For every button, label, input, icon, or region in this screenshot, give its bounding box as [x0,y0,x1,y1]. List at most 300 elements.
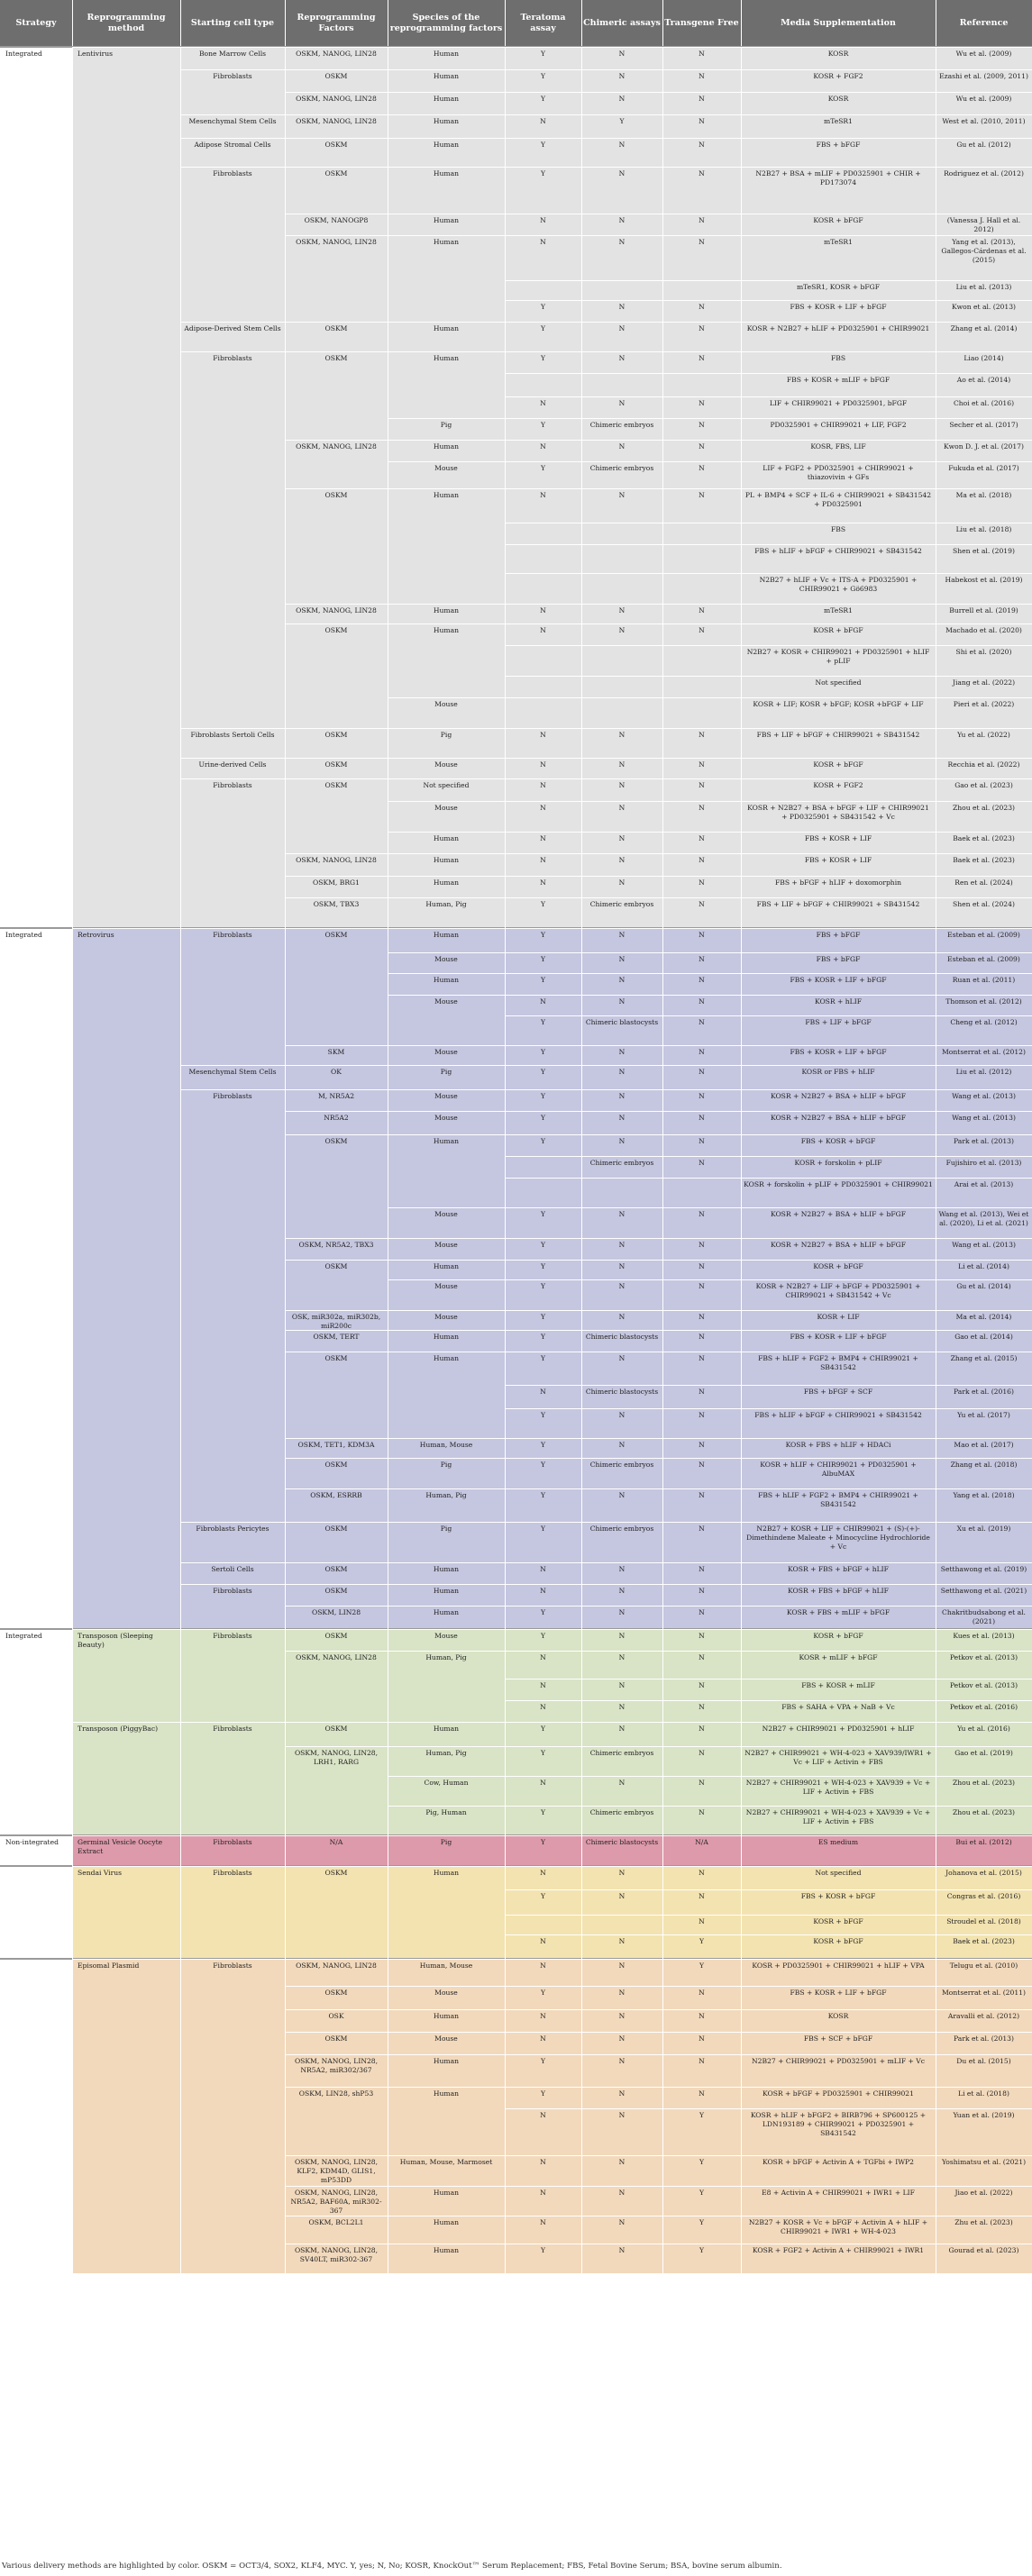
cell-teratoma: Y [540,169,545,177]
cell-teratoma: Y [540,931,545,939]
cell-species: Human [433,834,460,842]
cell-strategy [0,138,72,167]
cell-method [72,1700,180,1722]
cell-strategy [0,300,72,322]
cell-cell-type: Mesenchymal Stem Cells [188,117,277,125]
cell-media: Not specified [815,678,862,687]
cell-media: KOSR + N2B27 + BSA + hLIF + bFGF [770,1241,907,1249]
cell-factors: OSKM [324,1989,348,1997]
cell-strategy [0,1330,72,1352]
cell-species: Human, Mouse [419,1441,473,1449]
cell-cell-type [180,853,285,876]
cell-method [72,2087,180,2108]
cell-chimeric: N [618,856,626,864]
cell-cell-type [180,1488,285,1522]
cell-method [72,645,180,676]
cell-teratoma: N [540,216,546,224]
cell-species [388,544,505,573]
cell-method: Transposon (PiggyBac) [78,1725,159,1733]
cell-strategy [0,1458,72,1488]
cell-transgene-free: N [699,997,705,1006]
cell-reference: Gao et al. (2023) [954,781,1013,789]
cell-transgene-free: N [699,1989,705,1997]
cell-media: KOSR + N2B27 + hLIF + PD0325901 + CHIR99021 [746,324,930,332]
cell-media: KOSR + forskolin + pLIF [794,1159,882,1167]
cell-reference: Kwon et al. (2013) [951,303,1017,311]
cell-factors: OSKM, NANOG, LIN28 [296,238,377,246]
cell-transgene-free: Y [699,1962,704,1970]
cell-strategy [0,973,72,995]
cell-method [72,1408,180,1438]
column-divider [285,47,286,2273]
column-divider [180,47,181,2273]
header-reference: Reference [936,0,1032,47]
cell-factors: OSKM, BCL2L1 [308,2218,364,2226]
cell-strategy [0,1606,72,1629]
cell-species: Human, Pig [425,1491,467,1499]
cell-chimeric: Chimeric blastocysts [585,1838,659,1846]
cell-species: Human [433,169,460,177]
cell-species: Human [433,606,460,614]
cell-teratoma: Y [540,1092,545,1100]
cell-transgene-free: N [699,117,705,125]
cell-transgene-free: N [699,804,705,812]
cell-media: FBS + KOSR + LIF + bFGF [790,1989,887,1997]
cell-teratoma: N [540,1703,546,1711]
cell-media: mTeSR1, KOSR + bFGF [796,283,881,291]
cell-media: N2B27 + CHIR99021 + WH-4-023 + XAV939 + Vc + LIF + Activin + FBS [745,1779,931,1796]
cell-teratoma: Y [540,1725,545,1733]
cell-media: N2B27 + CHIR99021 + WH-4-023 + XAV939 + Vc + LIF + Activin + FBS [745,1808,931,1825]
cell-factors: OSKM [324,1632,348,1640]
header-divider [180,0,181,47]
cell-strategy [0,876,72,897]
cell-species: Not specified [423,781,470,789]
cell-factors [285,1934,388,1959]
cell-species [388,1889,505,1915]
header-factors: Reprogramming Factors [285,0,388,47]
cell-factors [285,461,388,488]
cell-transgene-free: N [699,1313,705,1321]
cell-teratoma: N [540,1653,546,1661]
cell-species [388,523,505,544]
cell-factors: OSKM, LIN28 [311,1608,361,1616]
cell-transgene-free: N [699,1779,705,1787]
cell-chimeric: N [618,1892,626,1900]
cell-transgene-free: N [699,1137,705,1145]
header-chimeric: Chimeric assays [581,0,662,47]
cell-method [72,832,180,853]
cell-chimeric: N [618,1137,626,1145]
cell-method [72,488,180,523]
cell-factors: OSKM, TERT [313,1333,360,1341]
cell-strategy [0,1889,72,1915]
cell-transgene-free: N [699,399,705,407]
cell-method [72,1015,180,1045]
header-divider [741,0,742,47]
cell-cell-type [180,897,285,928]
cell-chimeric: N [618,1937,626,1945]
cell-reference: Yu et al. (2016) [957,1725,1010,1733]
cell-media: KOSR + FBS + mLIF + bFGF [786,1608,890,1616]
cell-chimeric: N [618,781,626,789]
cell-strategy [0,697,72,728]
cell-chimeric: N [618,141,626,149]
cell-chimeric: N [618,1210,626,1218]
cell-media: FBS + KOSR + bFGF [800,1892,876,1900]
cell-reference: Kues et al. (2013) [953,1632,1015,1640]
cell-media: KOSR [827,95,849,103]
cell-reference: Gu et al. (2014) [956,1282,1011,1290]
cell-factors [285,1279,388,1310]
cell-cell-type: Fibroblasts [213,72,252,80]
cell-cell-type [180,1260,285,1279]
header-strategy: Strategy [0,0,72,47]
cell-species: Human [433,1725,460,1733]
cell-reference: Li et al. (2018) [958,2089,1009,2098]
cell-species: Human [433,2246,460,2254]
cell-chimeric: N [618,95,626,103]
cell-transgene-free: N [699,931,705,939]
cell-strategy [0,897,72,928]
cell-transgene-free [662,676,741,697]
cell-method [72,1458,180,1488]
cell-species: Human [433,141,460,149]
cell-factors: OSKM, NANOG, LIN28, KLF2, KDM4D, GLIS1, mP53DD [294,2158,379,2184]
header-transgene-free: Transgene Free [662,0,741,47]
cell-chimeric: N [618,1354,626,1362]
cell-media: E8 + Activin A + CHIR99021 + IWR1 + LIF [762,2189,915,2197]
cell-teratoma [505,573,581,604]
cell-chimeric: N [618,354,626,362]
cell-media: KOSR, FBS, LIF [810,442,866,451]
cell-reference: Li et al. (2014) [958,1262,1009,1270]
cell-strategy [0,2032,72,2054]
cell-reference: Yu et al. (2022) [957,731,1010,739]
cell-cell-type: Fibroblasts [213,781,252,789]
cell-method [72,1488,180,1522]
cell-factors: OSKM [324,1354,348,1362]
cell-teratoma: N [540,1779,546,1787]
cell-factors: OSKM, NANOG, LIN28, LRH1, RARG [294,1749,379,1766]
cell-factors [285,1178,388,1207]
cell-chimeric: N [618,1282,626,1290]
cell-factors: OSKM [324,731,348,739]
cell-transgene-free: N [699,491,705,499]
cell-strategy [0,1134,72,1156]
cell-transgene-free: Y [699,2246,704,2254]
cell-reference: Liu et al. (2018) [955,525,1012,533]
cell-cell-type [180,1238,285,1260]
cell-reference: Burrell et al. (2019) [949,606,1018,614]
cell-media: KOSR + FBS + hLIF + HDACi [785,1441,891,1449]
cell-chimeric [581,523,662,544]
cell-chimeric [581,544,662,573]
cell-species [388,1408,505,1438]
column-divider [505,47,506,2273]
cell-transgene-free: N [699,1441,705,1449]
cell-factors: OSKM [324,1725,348,1733]
cell-factors [285,1679,388,1700]
cell-cell-type [180,2186,285,2216]
cell-media: KOSR + FGF2 + Activin A + CHIR99021 + IWR1 [752,2246,925,2254]
cell-media: FBS [830,525,846,533]
cell-reference: Ezashi et al. (2009, 2011) [939,72,1028,80]
cell-reference: Zhou et al. (2023) [952,1808,1016,1816]
cell-chimeric: N [618,997,626,1006]
cell-strategy [0,1111,72,1134]
cell-reference: Ma et al. (2018) [955,491,1012,499]
cell-reference: Montserrat et al. (2011) [942,1989,1026,1997]
cell-cell-type [180,235,285,280]
column-divider [581,47,582,2273]
cell-species: Human [433,1354,460,1362]
cell-teratoma [505,280,581,300]
cell-factors [285,1156,388,1178]
cell-chimeric: N [618,2158,626,2166]
cell-cell-type [180,995,285,1015]
cell-cell-type [180,2009,285,2032]
cell-cell-type [180,1889,285,1915]
cell-strategy [0,1700,72,1722]
cell-strategy: Integrated [5,1632,42,1640]
cell-media: FBS + LIF + bFGF + CHIR99021 + SB431542 [756,731,920,739]
cell-species: Human [433,1869,460,1877]
cell-species: Human [433,931,460,939]
cell-transgene-free: N [699,303,705,311]
cell-chimeric: N [618,442,626,451]
cell-teratoma: N [540,834,546,842]
cell-chimeric: N [618,1114,626,1122]
cell-strategy [0,2155,72,2186]
cell-transgene-free: N [699,216,705,224]
cell-factors: OSKM [324,354,348,362]
cell-strategy [0,2009,72,2032]
cell-strategy [0,351,72,373]
cell-species: Human, Pig [425,900,467,908]
cell-cell-type [180,1111,285,1134]
cell-reference: Zhou et al. (2023) [952,804,1016,812]
cell-cell-type [180,373,285,396]
cell-transgene-free: N [699,731,705,739]
cell-transgene-free [662,697,741,728]
cell-transgene-free [662,544,741,573]
cell-transgene-free: N [699,1749,705,1757]
cell-reference: Shi et al. (2020) [955,648,1012,656]
cell-method [72,573,180,604]
header-method: Reprogramming method [72,0,180,47]
cell-media: FBS + hLIF + bFGF + CHIR99021 + SB431542 [754,547,922,555]
cell-species [388,1934,505,1959]
cell-transgene-free: N [699,464,705,472]
cell-method [72,544,180,573]
cell-media: KOSR + bFGF [813,1917,863,1925]
cell-reference: Bui et al. (2012) [955,1838,1012,1846]
cell-teratoma: N [540,1962,546,1970]
cell-strategy [0,832,72,853]
cell-media: FBS + KOSR + LIF [804,856,872,864]
cell-chimeric: N [618,834,626,842]
cell-species: Human, Pig [425,1653,467,1661]
cell-method [72,114,180,138]
cell-species: Pig [440,1461,452,1469]
cell-method: Lentivirus [78,50,114,58]
cell-species [388,2108,505,2155]
cell-method [72,1746,180,1776]
cell-method [72,1651,180,1679]
cell-reference: Zhou et al. (2023) [952,1779,1016,1787]
cell-method [72,1089,180,1111]
cell-transgene-free: N [699,169,705,177]
cell-method [72,876,180,897]
cell-strategy [0,1986,72,2009]
cell-reference: Gourad et al. (2023) [948,2246,1019,2254]
cell-teratoma: Y [540,303,545,311]
cell-chimeric [581,1178,662,1207]
cell-strategy [0,1934,72,1959]
cell-media: KOSR + FGF2 [813,781,863,789]
cell-teratoma: Y [540,1262,545,1270]
cell-transgene-free: N [699,856,705,864]
cell-media: KOSR + bFGF + Activin A + TGFbi + IWP2 [762,2158,914,2166]
cell-species [388,1015,505,1045]
cell-teratoma: Y [540,900,545,908]
cell-reference: Wu et al. (2009) [955,95,1012,103]
cell-strategy [0,728,72,758]
cell-chimeric [581,697,662,728]
cell-chimeric: N [618,399,626,407]
cell-chimeric: N [618,1565,626,1573]
cell-method [72,300,180,322]
cell-media: KOSR + N2B27 + BSA + hLIF + bFGF [770,1114,907,1122]
cell-strategy [0,69,72,92]
cell-cell-type [180,523,285,544]
cell-teratoma: Y [540,1525,545,1533]
cell-strategy [0,1045,72,1065]
cell-media: N2B27 + KOSR + CHIR99021 + PD0325901 + hLIF + pLIF [746,648,930,665]
cell-method [72,1330,180,1352]
cell-strategy [0,1679,72,1700]
cell-cell-type [180,2032,285,2054]
cell-factors: M, NR5A2 [317,1092,355,1100]
cell-factors: OSKM [324,1461,348,1469]
cell-chimeric: N [618,731,626,739]
cell-method [72,280,180,300]
cell-method [72,1562,180,1584]
cell-factors: OSKM [324,760,348,769]
cell-reference: Gu et al. (2012) [956,141,1011,149]
cell-species: Human [433,117,460,125]
cell-teratoma: Y [540,1137,545,1145]
cell-transgene-free: N [699,1092,705,1100]
cell-species: Mouse [434,1632,458,1640]
cell-transgene-free: N [699,442,705,451]
cell-teratoma: Y [540,2057,545,2065]
cell-transgene-free [662,523,741,544]
cell-species: Human [433,976,460,984]
cell-cell-type [180,952,285,973]
cell-teratoma: N [540,1388,546,1396]
cell-chimeric: N [618,1703,626,1711]
cell-teratoma: N [540,2111,546,2119]
cell-species: Pig [440,1525,452,1533]
cell-method [72,758,180,778]
cell-transgene-free: Y [699,2111,704,2119]
cell-factors [285,832,388,853]
cell-reference: Esteban et al. (2009) [947,955,1020,963]
cell-transgene-free: N [699,1333,705,1341]
cell-cell-type: Fibroblasts [213,354,252,362]
cell-chimeric: N [618,1608,626,1616]
cell-transgene-free: N [699,1114,705,1122]
cell-method [72,523,180,544]
cell-chimeric [581,280,662,300]
cell-factors: OSKM, LIN28, shP53 [298,2089,374,2098]
cell-transgene-free: N [699,834,705,842]
cell-species: Human [433,2218,460,2226]
cell-cell-type [180,2244,285,2273]
cell-transgene-free: N [699,955,705,963]
cell-chimeric: N [618,2111,626,2119]
cell-method [72,1806,180,1835]
cell-media: FBS + LIF + bFGF [805,1018,872,1026]
cell-strategy [0,488,72,523]
cell-method [72,351,180,373]
cell-method [72,973,180,995]
cell-factors: OSK [328,2012,344,2020]
cell-media: FBS + KOSR + LIF + bFGF [790,303,887,311]
cell-transgene-free: N [699,1565,705,1573]
cell-transgene-free: N [699,1210,705,1218]
cell-reference: Telugu et al. (2010) [949,1962,1018,1970]
cell-strategy [0,1722,72,1746]
cell-chimeric: N [618,1869,626,1877]
cell-media: ES medium [817,1838,859,1846]
cell-transgene-free: N [699,1525,705,1533]
cell-cell-type [180,440,285,461]
cell-media: KOSR + mLIF + bFGF [799,1653,878,1661]
cell-cell-type [180,1915,285,1934]
cell-chimeric: N [618,1411,626,1419]
cell-reference: Yang et al. (2013), Gallegos-Cárdenas et al. (2015) [941,238,1027,264]
cell-cell-type [180,1458,285,1488]
cell-species: Human [433,2012,460,2020]
cell-teratoma: N [540,2012,546,2020]
cell-species [388,1700,505,1722]
cell-method [72,1279,180,1310]
cell-media: KOSR + N2B27 + BSA + bFGF + LIF + CHIR99021 + PD0325901 + SB431542 + Vc [747,804,929,821]
cell-reference: Thomson et al. (2012) [945,997,1022,1006]
cell-cell-type [180,1408,285,1438]
cell-factors: OSKM [324,72,348,80]
cell-teratoma: N [540,606,546,614]
cell-reference: Zhang et al. (2015) [950,1354,1018,1362]
cell-chimeric: N [618,606,626,614]
cell-reference: Jiao et al. (2022) [954,2189,1013,2197]
cell-factors [285,676,388,697]
cell-reference: Liu et al. (2012) [955,1068,1012,1076]
cell-cell-type [180,1330,285,1352]
cell-strategy [0,624,72,645]
cell-chimeric: N [618,804,626,812]
cell-factors: OSKM, NANOG, LIN28 [296,1653,377,1661]
cell-factors: OSKM, NANOG, LIN28, NR5A2, BAF60A, miR302-367 [290,2189,382,2215]
cell-transgene-free: N [699,1892,705,1900]
cell-media: mTeSR1 [824,238,853,246]
cell-media: KOSR + bFGF [813,1262,863,1270]
cell-media: KOSR + bFGF + PD0325901 + CHIR99021 [763,2089,914,2098]
cell-reference: Du et al. (2015) [956,2057,1011,2065]
